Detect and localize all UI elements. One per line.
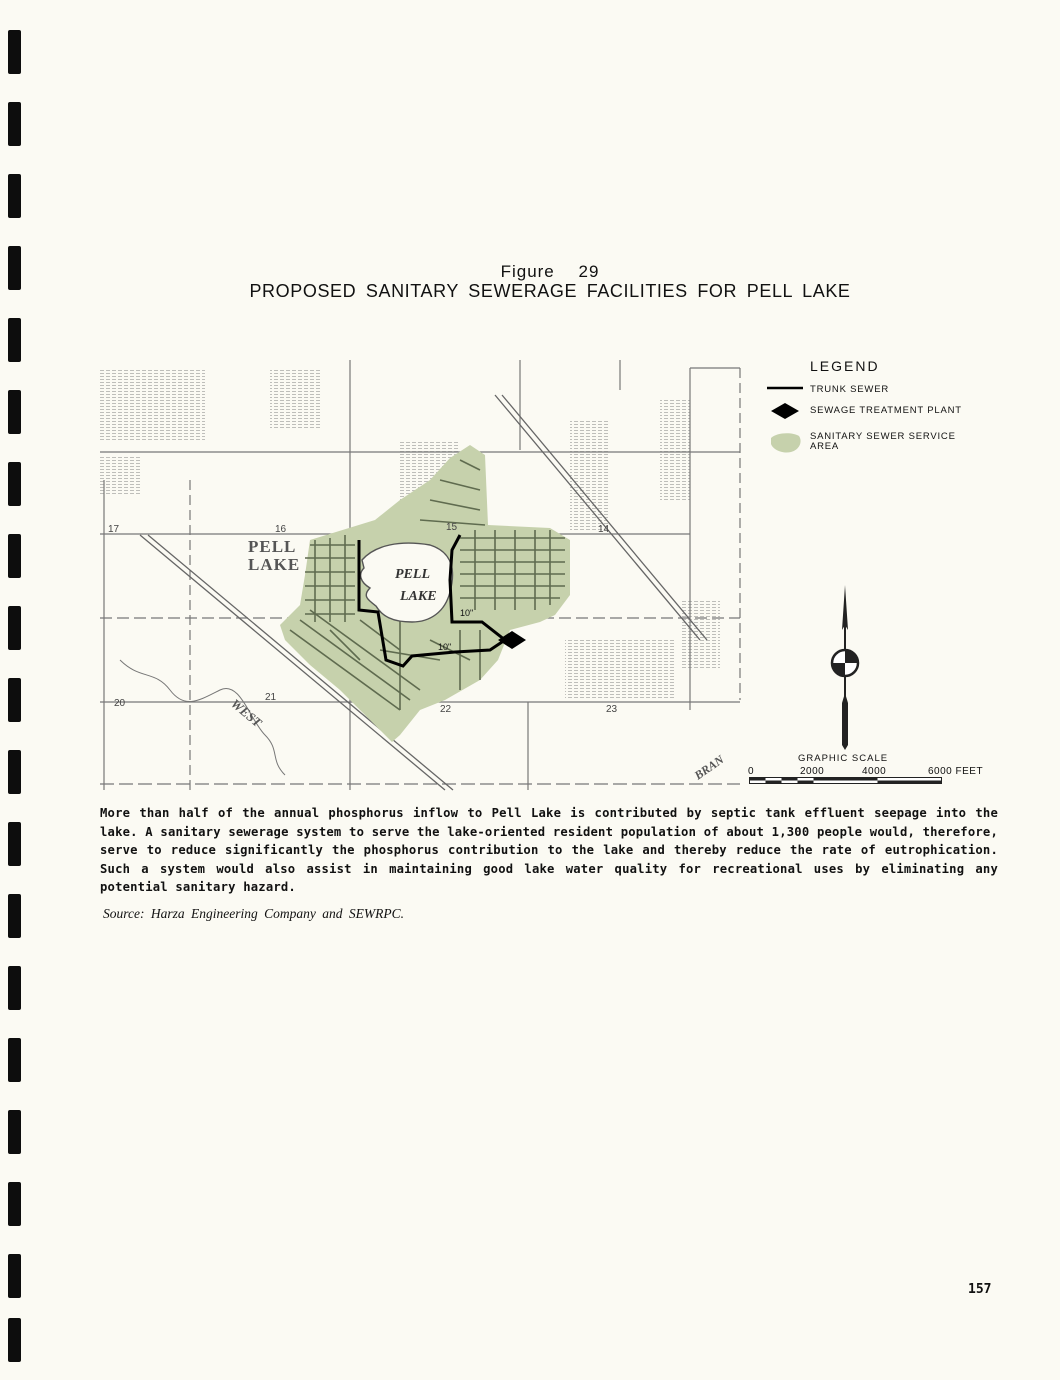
legend-label: TRUNK SEWER <box>810 384 889 395</box>
section-label-14: 14 <box>598 524 610 535</box>
binding-hole <box>8 318 21 362</box>
binding-hole <box>8 1038 21 1082</box>
section-label-15: 15 <box>446 522 458 533</box>
legend-label-line2: AREA <box>810 441 840 452</box>
scale-title: GRAPHIC SCALE <box>798 753 889 764</box>
binding-hole <box>8 390 21 434</box>
scale-label: 4000 <box>862 766 887 777</box>
road-label-branch: BRAN <box>691 752 727 783</box>
legend-item-service-area <box>765 430 995 460</box>
binding-hole <box>8 174 21 218</box>
lake-label-line2: LAKE <box>400 589 437 604</box>
binding-hole <box>8 102 21 146</box>
binding-hole <box>8 750 21 794</box>
page-number: 157 <box>968 1282 992 1297</box>
diamond-icon <box>767 402 807 420</box>
shaded-area-icon <box>767 430 807 456</box>
binding-hole <box>8 1182 21 1226</box>
line-icon <box>767 384 807 392</box>
lake-label: PELL <box>395 567 430 582</box>
section-label-16: 16 <box>275 524 287 535</box>
section-label-17: 17 <box>108 524 120 535</box>
binding-hole <box>8 534 21 578</box>
figure-title: PROPOSED SANITARY SEWERAGE FACILITIES FOR PELL LAKE <box>249 281 851 301</box>
legend-label: SEWAGE TREATMENT PLANT <box>810 405 962 416</box>
north-arrow-icon <box>828 585 862 750</box>
community-label-line2: LAKE <box>248 555 301 574</box>
binding-hole <box>8 1318 21 1362</box>
scale-label: 0 <box>748 766 755 777</box>
pipe-label: 10" <box>460 608 474 618</box>
binding-hole <box>8 30 21 74</box>
binding-hole <box>8 678 21 722</box>
figure-caption: More than half of the annual phosphorus inflow to Pell Lake is contributed by septic tank effluent seepage into the lake. A sanitary sewerage system to serve the lake-oriented resident population of about 1,300 people would, therefore, serve to reduce significantly the phosphorus contribution to the lake and thereby reduce the rate of eutrophication. Such a system would also assist in maintaining good lake water quality for recreational uses by eliminating any potential sanitary hazard. <box>100 806 998 894</box>
scale-label: 6000 FEET <box>928 766 984 777</box>
binding-hole <box>8 894 21 938</box>
section-label-22: 22 <box>440 704 452 715</box>
binding-hole <box>8 966 21 1010</box>
binding-hole <box>8 1110 21 1154</box>
scale-bar <box>749 777 945 785</box>
binding-hole <box>8 606 21 650</box>
binding-hole <box>8 822 21 866</box>
source-note: Source: Harza Engineering Company and SEWRPC. <box>103 906 404 921</box>
community-label: PELL <box>248 537 297 556</box>
section-label-21: 21 <box>265 692 277 703</box>
scale-label: 2000 <box>800 766 825 777</box>
pell-lake-map <box>100 360 745 792</box>
road-label-west: WEST <box>228 695 265 731</box>
legend-title: LEGEND <box>810 358 880 374</box>
pipe-label: 10" <box>438 642 452 652</box>
binding-hole <box>8 462 21 506</box>
legend-label: SANITARY SEWER SERVICE <box>810 431 956 442</box>
binding-hole <box>8 1254 21 1298</box>
figure-number: Figure 29 <box>500 262 600 281</box>
section-label-20: 20 <box>114 698 126 709</box>
section-label-23: 23 <box>606 704 618 715</box>
legend-item-treatment-plant <box>765 402 995 428</box>
